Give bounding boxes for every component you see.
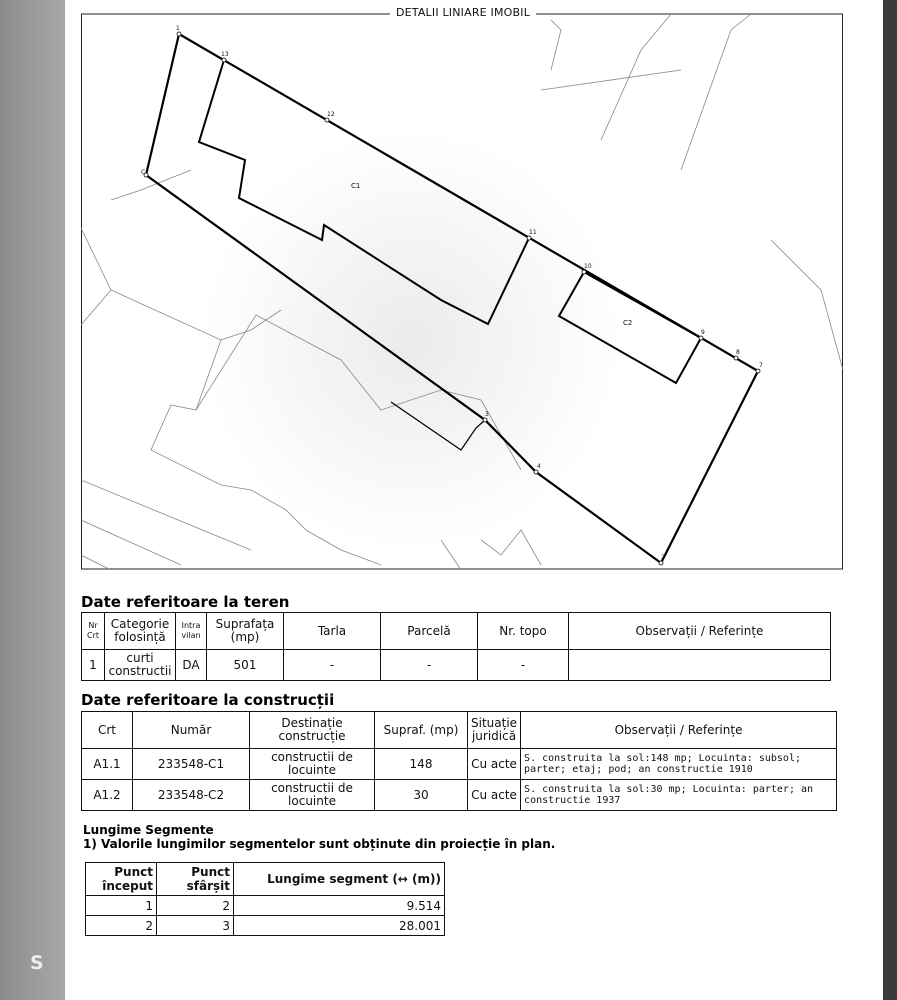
table-header: Parcelă — [381, 613, 478, 650]
point-label: 2 — [661, 554, 665, 561]
point-label: 3 — [485, 411, 489, 418]
table-header: Nr Crt — [82, 613, 105, 650]
table-header-row — [82, 712, 837, 749]
point-label: 1 — [176, 25, 180, 32]
segmente-note: 1) Valorile lungimilor segmentelor sunt obținute din proiecție în plan. — [83, 837, 556, 851]
table-header: Situație juridică — [468, 712, 521, 749]
right-page-edge — [883, 0, 897, 1000]
map-title: DETALII LINIARE IMOBIL — [81, 6, 845, 19]
table-header: Tarla — [284, 613, 381, 650]
point-label: 7 — [759, 362, 763, 369]
table-cell: S. construita la sol:148 mp; Locuinta: subsol; parter; etaj; pod; an constructie 1910 — [521, 749, 837, 780]
table-cell: 501 — [207, 650, 284, 681]
side-letter: S — [30, 952, 44, 974]
table-cell: 28.001 — [234, 916, 445, 936]
building-label-c2: C2 — [623, 319, 633, 327]
cadastral-map — [81, 10, 845, 570]
segmente-title: Lungime Segmente — [83, 823, 214, 837]
segmente-table — [85, 862, 445, 936]
table-cell — [569, 650, 831, 681]
point-label: 12 — [327, 111, 335, 118]
table-header: Suprafața (mp) — [207, 613, 284, 650]
table-cell: - — [478, 650, 569, 681]
point-label: C — [141, 169, 146, 176]
left-background — [0, 0, 65, 1000]
teren-section-title: Date referitoare la teren — [81, 593, 290, 611]
table-cell: DA — [176, 650, 207, 681]
table-header: Număr — [133, 712, 250, 749]
table-cell: constructii de locuinte — [250, 749, 375, 780]
table-cell: curti constructii — [105, 650, 176, 681]
point-label: 4 — [537, 463, 541, 470]
teren-table — [81, 612, 831, 681]
table-cell: 3 — [157, 916, 234, 936]
table-cell: constructii de locuinte — [250, 780, 375, 811]
table-header: Observații / Referințe — [521, 712, 837, 749]
table-cell: Cu acte — [468, 749, 521, 780]
table-header: Lungime segment (↔ (m)) — [234, 863, 445, 896]
point-label: 8 — [736, 349, 740, 356]
table-cell: 148 — [375, 749, 468, 780]
table-row — [86, 896, 445, 916]
point-label: 13 — [221, 51, 229, 58]
table-row — [82, 749, 837, 780]
point-label: 9 — [701, 329, 705, 336]
table-header: Punct sfârșit — [157, 863, 234, 896]
table-cell: Cu acte — [468, 780, 521, 811]
table-row — [82, 650, 831, 681]
table-cell: A1.2 — [82, 780, 133, 811]
table-row — [86, 916, 445, 936]
table-header-row — [86, 863, 445, 896]
table-header: Supraf. (mp) — [375, 712, 468, 749]
map-area — [81, 6, 845, 566]
table-cell: - — [284, 650, 381, 681]
table-header: Observații / Referințe — [569, 613, 831, 650]
table-cell: 1 — [82, 650, 105, 681]
table-row — [82, 780, 837, 811]
table-cell: S. construita la sol:30 mp; Locuinta: parter; an constructie 1937 — [521, 780, 837, 811]
table-header: Intra vilan — [176, 613, 207, 650]
table-cell: - — [381, 650, 478, 681]
table-cell: A1.1 — [82, 749, 133, 780]
table-header: Categorie folosință — [105, 613, 176, 650]
building-label-c1: C1 — [351, 182, 361, 190]
constructii-section-title: Date referitoare la construcții — [81, 691, 335, 709]
table-header-row — [82, 613, 831, 650]
table-cell: 2 — [157, 896, 234, 916]
table-cell: 233548-C2 — [133, 780, 250, 811]
table-cell: 30 — [375, 780, 468, 811]
table-cell: 9.514 — [234, 896, 445, 916]
table-cell: 1 — [86, 896, 157, 916]
table-cell: 2 — [86, 916, 157, 936]
document-page — [65, 0, 883, 1000]
constructii-table — [81, 711, 837, 811]
table-header: Nr. topo — [478, 613, 569, 650]
table-header: Destinație construcție — [250, 712, 375, 749]
table-header: Crt — [82, 712, 133, 749]
point-label: 10 — [584, 263, 592, 270]
table-header: Punct început — [86, 863, 157, 896]
point-label: 11 — [529, 229, 537, 236]
table-cell: 233548-C1 — [133, 749, 250, 780]
